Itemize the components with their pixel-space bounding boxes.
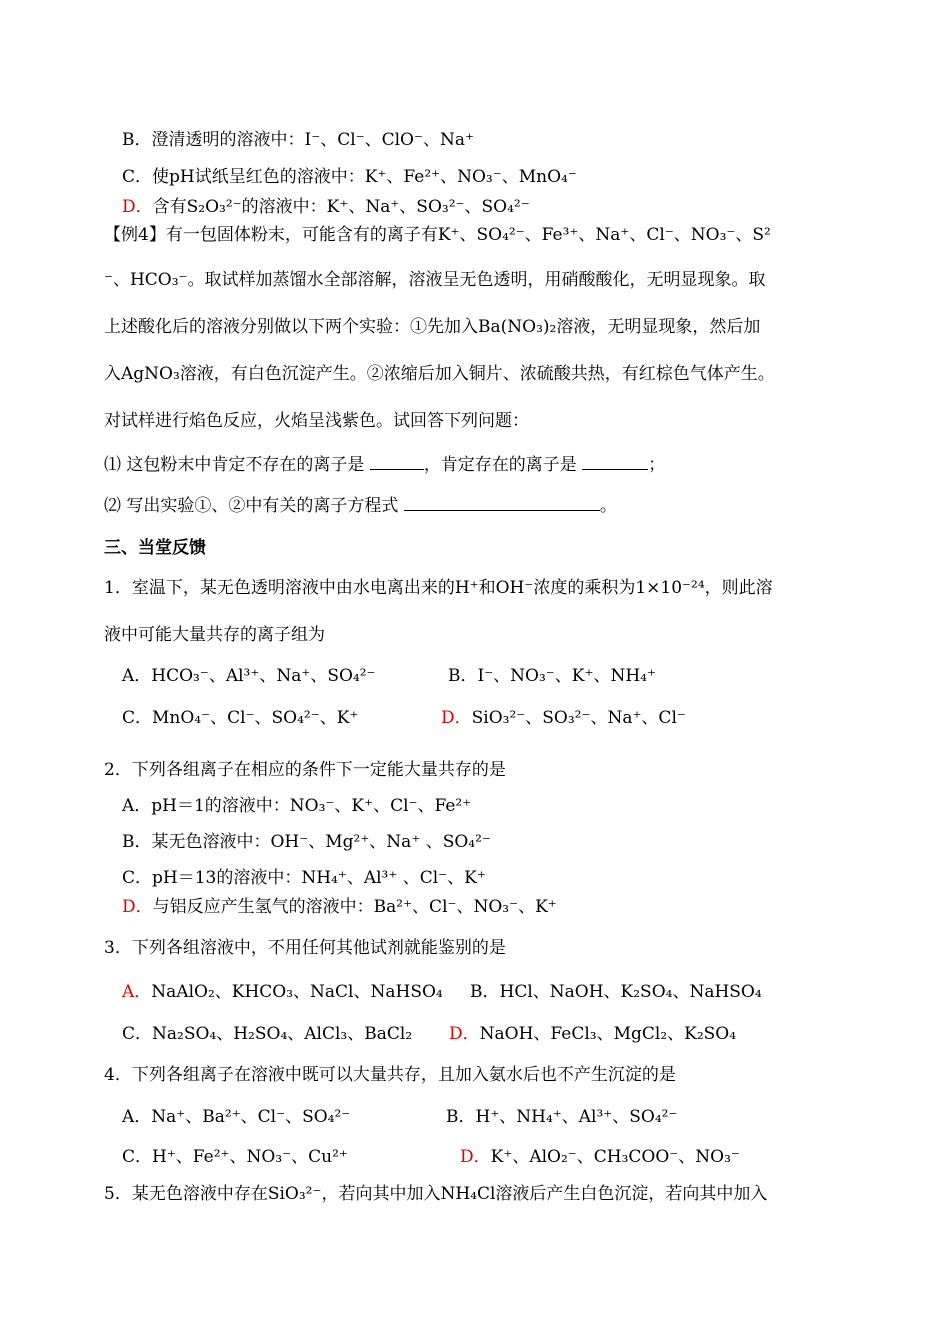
q2-stem: 2．下列各组离子在相应的条件下一定能大量共存的是 [104, 760, 506, 780]
q1-option-d: D．SiO₃²⁻、SO₃²⁻、Na⁺、Cl⁻ [441, 708, 686, 728]
example4-line-5: 对试样进行焰色反应，火焰呈浅紫色。试回答下列问题： [104, 411, 529, 431]
q4-option-d: D．K⁺、AlO₂⁻、CH₃COO⁻、NO₃⁻ [460, 1147, 740, 1167]
q3-option-a: A．NaAlO₂、KHCO₃、NaCl、NaHSO₄ [122, 982, 443, 1002]
q1-option-c: C．MnO₄⁻、Cl⁻、SO₄²⁻、K⁺ [122, 708, 359, 728]
answer-blank-absent[interactable] [370, 453, 424, 470]
q3-option-d: D．NaOH、FeCl₃、MgCl₂、K₂SO₄ [449, 1024, 737, 1044]
example4-line-3: 上述酸化后的溶液分别做以下两个实验：①先加入Ba(NO₃)₂溶液，无明显现象，然后加 [104, 317, 761, 337]
option-d-prev: D．含有S₂O₃²⁻的溶液中：K⁺、Na⁺、SO₃²⁻、SO₄²⁻ [122, 197, 530, 217]
example4-line-2: ⁻、HCO₃⁻。取试样加蒸馏水全部溶解，溶液呈无色透明，用硝酸酸化，无明显现象。取 [104, 270, 766, 290]
q4-option-a: A．Na⁺、Ba²⁺、Cl⁻、SO₄²⁻ [122, 1107, 351, 1127]
q5-stem-line-1: 5．某无色溶液中存在SiO₃²⁻，若向其中加入NH₄Cl溶液后产生白色沉淀，若向其中加入 [104, 1184, 768, 1204]
q1-stem-line-1: 1．室温下，某无色透明溶液中由水电离出来的H⁺和OH⁻浓度的乘积为1×10⁻²⁴，则此溶 [104, 578, 773, 598]
q2-option-a: A．pH＝1的溶液中：NO₃⁻、K⁺、Cl⁻、Fe²⁺ [122, 796, 472, 816]
q1-option-a: A．HCO₃⁻、Al³⁺、Na⁺、SO₄²⁻ [122, 666, 376, 686]
q4-stem: 4．下列各组离子在溶液中既可以大量共存，且加入氨水后也不产生沉淀的是 [104, 1065, 676, 1085]
q4-option-c: C．H⁺、Fe²⁺、NO₃⁻、Cu²⁺ [122, 1147, 348, 1167]
q2-option-b: B．某无色溶液中：OH⁻、Mg²⁺、Na⁺ 、SO₄²⁻ [122, 832, 491, 852]
option-c-prev: C．使pH试纸呈红色的溶液中：K⁺、Fe²⁺、NO₃⁻、MnO₄⁻ [122, 167, 577, 187]
q2-option-c: C．pH＝13的溶液中：NH₄⁺、Al³⁺ 、Cl⁻、K⁺ [122, 868, 486, 888]
q3-option-b: B．HCl、NaOH、K₂SO₄、NaHSO₄ [470, 982, 762, 1002]
q2-option-d: D．与铝反应产生氢气的溶液中：Ba²⁺、Cl⁻、NO₃⁻、K⁺ [122, 897, 557, 917]
q1-option-b: B．I⁻、NO₃⁻、K⁺、NH₄⁺ [448, 666, 656, 686]
example4-line-4: 入AgNO₃溶液，有白色沉淀产生。②浓缩后加入铜片、浓硫酸共热，有红棕色气体产生。 [104, 364, 775, 384]
section-title: 三、当堂反馈 [104, 538, 206, 558]
example4-question-1: ⑴ 这包粉末中肯定不存在的离子是 ，肯定存在的离子是 ； [104, 455, 666, 475]
q3-stem: 3．下列各组溶液中，不用任何其他试剂就能鉴别的是 [104, 938, 506, 958]
example4-question-2: ⑵ 写出实验①、②中有关的离子方程式 。 [104, 496, 617, 516]
q1-stem-line-2: 液中可能大量共存的离子组为 [104, 625, 325, 645]
answer-blank-equation[interactable] [404, 494, 600, 511]
answer-blank-present[interactable] [582, 453, 648, 470]
q4-option-b: B．H⁺、NH₄⁺、Al³⁺、SO₄²⁻ [446, 1107, 678, 1127]
example4-line-1: 【例4】有一包固体粉末，可能含有的离子有K⁺、SO₄²⁻、Fe³⁺、Na⁺、Cl⁻、NO₃⁻、S² [104, 225, 771, 245]
q3-option-c: C．Na₂SO₄、H₂SO₄、AlCl₃、BaCl₂ [122, 1024, 413, 1044]
option-b-prev: B．澄清透明的溶液中：I⁻、Cl⁻、ClO⁻、Na⁺ [122, 130, 474, 150]
